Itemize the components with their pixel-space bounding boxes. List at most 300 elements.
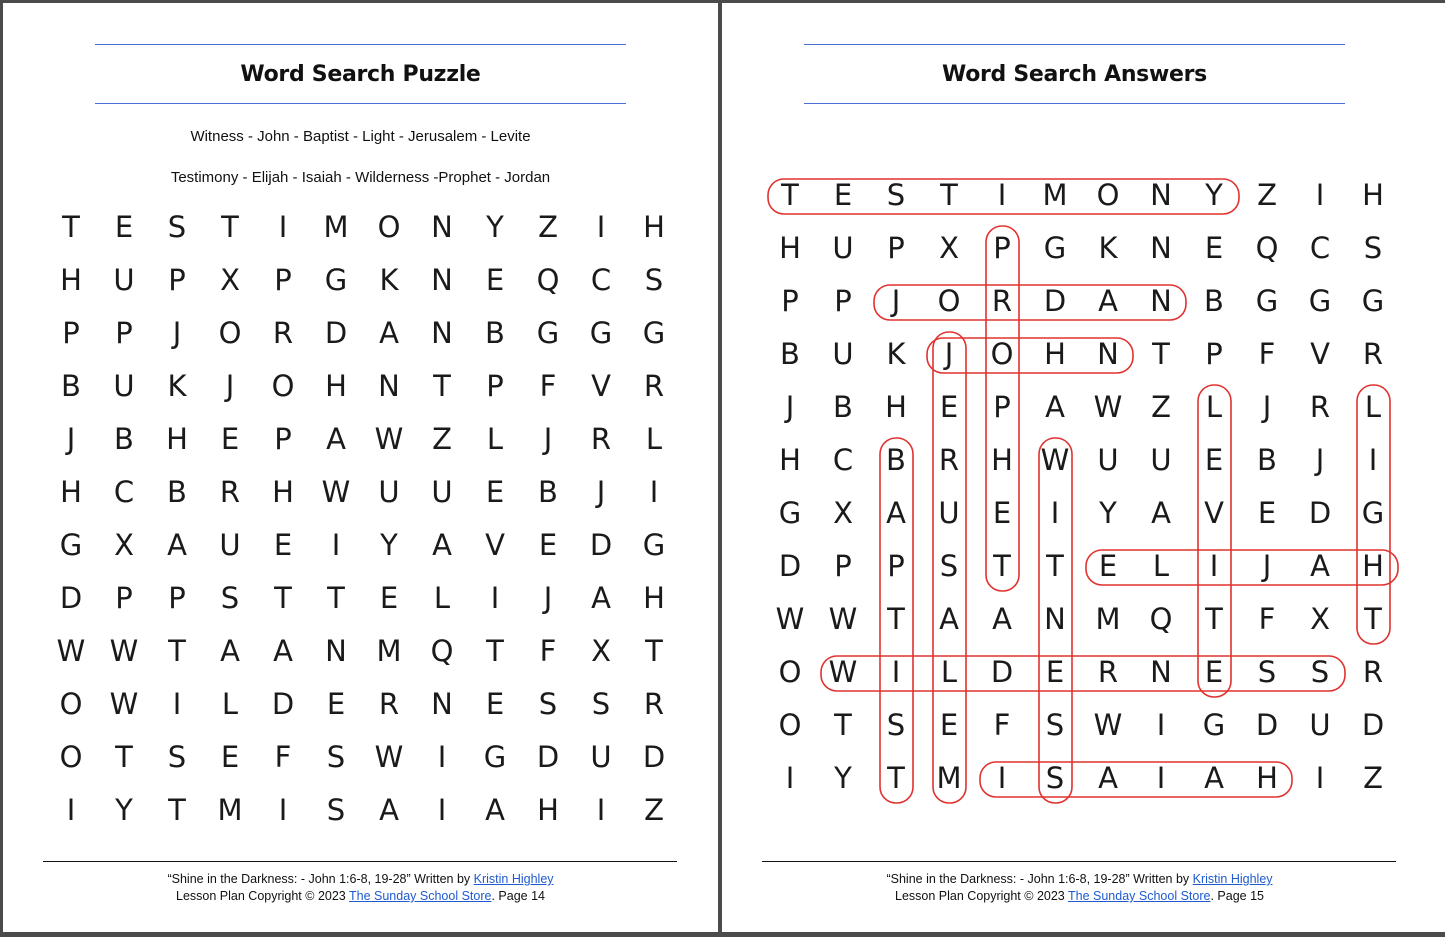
grid-letter: Y <box>1205 178 1223 212</box>
answers-page <box>722 3 1445 932</box>
grid-letter: I <box>278 793 288 827</box>
grid-letter: T <box>168 634 186 668</box>
grid-letter: J <box>543 581 553 615</box>
grid-letter: V <box>1310 337 1330 371</box>
grid-letter: B <box>167 475 187 509</box>
grid-letter: N <box>1150 231 1172 265</box>
grid-letter: T <box>993 549 1011 583</box>
grid-letter: T <box>887 761 905 795</box>
grid-letter: P <box>887 549 905 583</box>
grid-letter: E <box>485 263 505 297</box>
grid-letter: U <box>1150 443 1172 477</box>
grid-letter: E <box>220 740 240 774</box>
grid-letter: C <box>590 263 612 297</box>
grid-letter: O <box>59 740 83 774</box>
grid-letter: T <box>834 708 852 742</box>
grid-letter: W <box>374 740 404 774</box>
grid-letter: R <box>272 316 294 350</box>
grid-letter: I <box>1050 496 1060 530</box>
grid-letter: R <box>643 369 665 403</box>
footer-rule <box>762 861 1396 862</box>
grid-letter: E <box>1045 655 1065 689</box>
grid-letter: R <box>590 422 612 456</box>
grid-letter: E <box>939 708 959 742</box>
grid-letter: S <box>939 549 959 583</box>
grid-letter: F <box>1258 337 1276 371</box>
grid-letter: A <box>1310 549 1330 583</box>
grid-letter: I <box>437 793 447 827</box>
grid-letter: W <box>109 634 139 668</box>
grid-letter: O <box>1096 178 1120 212</box>
grid-letter: Q <box>1149 602 1173 636</box>
grid-letter: F <box>274 740 292 774</box>
grid-letter: N <box>1097 337 1119 371</box>
grid-letter: D <box>778 549 802 583</box>
grid-letter: C <box>832 443 854 477</box>
grid-letter: G <box>1255 284 1279 318</box>
grid-letter: M <box>1042 178 1068 212</box>
grid-letter: Z <box>644 793 664 827</box>
grid-letter: R <box>938 443 960 477</box>
grid-letter: H <box>643 581 665 615</box>
grid-letter: G <box>536 316 560 350</box>
grid-letter: G <box>1043 231 1067 265</box>
grid-letter: D <box>990 655 1014 689</box>
title-bottom-rule <box>95 103 626 104</box>
grid-letter: U <box>832 231 854 265</box>
grid-letter: R <box>1097 655 1119 689</box>
grid-letter: J <box>1262 390 1272 424</box>
grid-letter: F <box>539 369 557 403</box>
grid-letter: H <box>779 231 801 265</box>
grid-letter: I <box>596 793 606 827</box>
grid-letter: S <box>886 708 906 742</box>
grid-letter: N <box>431 263 453 297</box>
puzzle-grid <box>45 201 681 837</box>
grid-letter: U <box>219 528 241 562</box>
grid-letter: G <box>1308 284 1332 318</box>
grid-letter: I <box>172 687 182 721</box>
grid-letter: Q <box>430 634 454 668</box>
grid-letter: N <box>1150 284 1172 318</box>
grid-letter: L <box>221 687 239 721</box>
author-link[interactable]: Kristin Highley <box>1192 872 1273 886</box>
grid-letter: A <box>939 602 959 636</box>
grid-letter: W <box>828 655 858 689</box>
grid-letter: B <box>1257 443 1277 477</box>
grid-letter: T <box>1152 337 1170 371</box>
grid-letter: E <box>1204 655 1224 689</box>
grid-letter: Y <box>1099 496 1117 530</box>
grid-letter: K <box>1098 231 1118 265</box>
grid-letter: P <box>1205 337 1223 371</box>
grid-letter: A <box>379 793 399 827</box>
grid-letter: B <box>833 390 853 424</box>
grid-letter: J <box>891 284 901 318</box>
grid-letter: Q <box>1255 231 1279 265</box>
grid-letter: H <box>537 793 559 827</box>
grid-letter: Z <box>1257 178 1277 212</box>
grid-letter: B <box>886 443 906 477</box>
grid-letter: P <box>486 369 504 403</box>
grid-letter: O <box>990 337 1014 371</box>
grid-letter: U <box>590 740 612 774</box>
grid-letter: E <box>114 210 134 244</box>
grid-letter: B <box>114 422 134 456</box>
grid-letter: J <box>1262 549 1272 583</box>
grid-letter: Q <box>536 263 560 297</box>
title-top-rule <box>804 44 1345 45</box>
footer-line-1: “Shine in the Darkness: - John 1:6-8, 19-28” Written by Kristin Highley <box>167 872 554 886</box>
grid-letter: K <box>379 263 399 297</box>
grid-letter: D <box>1043 284 1067 318</box>
grid-letter: P <box>834 549 852 583</box>
grid-letter: M <box>323 210 349 244</box>
footer-rule <box>43 861 677 862</box>
page-footer <box>3 871 718 905</box>
grid-letter: T <box>486 634 504 668</box>
grid-letter: J <box>944 337 954 371</box>
grid-letter: P <box>274 422 292 456</box>
grid-letter: R <box>643 687 665 721</box>
grid-letter: P <box>834 284 852 318</box>
puzzle-page <box>3 3 718 932</box>
grid-letter: U <box>1097 443 1119 477</box>
grid-letter: X <box>939 231 959 265</box>
grid-letter: D <box>589 528 613 562</box>
grid-letter: E <box>485 687 505 721</box>
grid-letter: Y <box>115 793 133 827</box>
grid-letter: T <box>1205 602 1223 636</box>
grid-letter: W <box>56 634 86 668</box>
grid-letter: P <box>168 581 186 615</box>
grid-letter: X <box>220 263 240 297</box>
grid-letter: S <box>326 793 346 827</box>
grid-letter: P <box>993 390 1011 424</box>
grid-letter: F <box>539 634 557 668</box>
grid-letter: H <box>1256 761 1278 795</box>
grid-letter: S <box>886 178 906 212</box>
store-link[interactable]: The Sunday School Store <box>1068 889 1211 903</box>
grid-letter: A <box>591 581 611 615</box>
grid-letter: L <box>486 422 504 456</box>
grid-letter: J <box>543 422 553 456</box>
grid-letter: N <box>378 369 400 403</box>
grid-letter: J <box>1315 443 1325 477</box>
grid-letter: D <box>1255 708 1279 742</box>
grid-letter: A <box>326 422 346 456</box>
grid-letter: W <box>374 422 404 456</box>
grid-letter: A <box>1204 761 1224 795</box>
word-list-line-2: Testimony - Elijah - Isaiah - Wilderness -Prophet - Jordan <box>170 169 551 186</box>
grid-letter: A <box>220 634 240 668</box>
grid-letter: H <box>60 263 82 297</box>
grid-letter: I <box>66 793 76 827</box>
grid-letter: G <box>1361 496 1385 530</box>
grid-letter: E <box>1204 231 1224 265</box>
grid-letter: H <box>991 443 1013 477</box>
grid-letter: R <box>1362 655 1384 689</box>
grid-letter: A <box>432 528 452 562</box>
grid-letter: E <box>992 496 1012 530</box>
grid-letter: R <box>991 284 1013 318</box>
grid-letter: A <box>1098 761 1118 795</box>
grid-letter: Y <box>380 528 398 562</box>
grid-letter: T <box>1364 602 1382 636</box>
grid-letter: L <box>1364 390 1382 424</box>
grid-letter: Z <box>1363 761 1383 795</box>
grid-letter: H <box>885 390 907 424</box>
grid-letter: P <box>781 284 799 318</box>
grid-letter: N <box>431 316 453 350</box>
grid-letter: S <box>1045 761 1065 795</box>
grid-letter: C <box>113 475 135 509</box>
grid-letter: L <box>1205 390 1223 424</box>
grid-letter: W <box>321 475 351 509</box>
grid-letter: X <box>591 634 611 668</box>
grid-letter: P <box>115 581 133 615</box>
grid-letter: G <box>483 740 507 774</box>
grid-letter: D <box>271 687 295 721</box>
grid-letter: H <box>1362 178 1384 212</box>
grid-letter: I <box>278 210 288 244</box>
grid-letter: L <box>645 422 663 456</box>
grid-letter: M <box>217 793 243 827</box>
grid-letter: P <box>168 263 186 297</box>
grid-letter: D <box>1361 708 1385 742</box>
grid-letter: O <box>778 655 802 689</box>
grid-letter: E <box>326 687 346 721</box>
page-title: Word Search Puzzle <box>240 62 481 87</box>
grid-letter: W <box>1040 443 1070 477</box>
grid-letter: U <box>1309 708 1331 742</box>
grid-letter: D <box>536 740 560 774</box>
footer-line-2: Lesson Plan Copyright © 2023 The Sunday School Store. Page 14 <box>176 889 545 903</box>
grid-letter: N <box>431 687 453 721</box>
grid-letter: H <box>325 369 347 403</box>
grid-letter: H <box>1362 549 1384 583</box>
grid-letter: A <box>886 496 906 530</box>
grid-letter: S <box>1257 655 1277 689</box>
grid-letter: M <box>1095 602 1121 636</box>
grid-letter: P <box>274 263 292 297</box>
grid-letter: U <box>938 496 960 530</box>
grid-letter: O <box>937 284 961 318</box>
grid-letter: I <box>997 761 1007 795</box>
grid-letter: A <box>1098 284 1118 318</box>
grid-letter: W <box>109 687 139 721</box>
grid-letter: I <box>1156 761 1166 795</box>
grid-letter: G <box>59 528 83 562</box>
title-bottom-rule <box>804 103 1345 104</box>
grid-letter: E <box>939 390 959 424</box>
grid-letter: H <box>1044 337 1066 371</box>
grid-letter: D <box>59 581 83 615</box>
grid-letter: J <box>172 316 182 350</box>
grid-letter: U <box>113 369 135 403</box>
grid-letter: H <box>643 210 665 244</box>
grid-letter: E <box>1098 549 1118 583</box>
grid-letter: S <box>326 740 346 774</box>
grid-letter: G <box>642 528 666 562</box>
grid-letter: U <box>431 475 453 509</box>
grid-letter: R <box>219 475 241 509</box>
grid-letter: I <box>490 581 500 615</box>
grid-letter: Z <box>1151 390 1171 424</box>
grid-letter: E <box>1204 443 1224 477</box>
footer-line-1: “Shine in the Darkness: - John 1:6-8, 19-28” Written by Kristin Highley <box>886 872 1273 886</box>
grid-letter: S <box>1310 655 1330 689</box>
grid-letter: H <box>60 475 82 509</box>
grid-letter: U <box>113 263 135 297</box>
grid-letter: U <box>832 337 854 371</box>
grid-letter: N <box>1150 178 1172 212</box>
grid-letter: I <box>1315 761 1325 795</box>
grid-letter: N <box>431 210 453 244</box>
grid-letter: R <box>1362 337 1384 371</box>
grid-letter: T <box>62 210 80 244</box>
grid-letter: V <box>1204 496 1224 530</box>
grid-letter: A <box>1151 496 1171 530</box>
grid-letter: O <box>271 369 295 403</box>
grid-letter: S <box>1363 231 1383 265</box>
grid-letter: F <box>993 708 1011 742</box>
grid-letter: I <box>437 740 447 774</box>
grid-letter: I <box>785 761 795 795</box>
grid-letter: S <box>167 740 187 774</box>
grid-letter: S <box>644 263 664 297</box>
grid-letter: O <box>778 708 802 742</box>
grid-letter: T <box>887 602 905 636</box>
grid-letter: Z <box>432 422 452 456</box>
grid-letter: I <box>1209 549 1219 583</box>
grid-letter: G <box>642 316 666 350</box>
grid-letter: E <box>273 528 293 562</box>
grid-letter: L <box>940 655 958 689</box>
grid-letter: A <box>485 793 505 827</box>
grid-letter: F <box>1258 602 1276 636</box>
grid-letter: X <box>1310 602 1330 636</box>
grid-letter: E <box>220 422 240 456</box>
grid-letter: G <box>778 496 802 530</box>
grid-letter: W <box>775 602 805 636</box>
grid-letter: L <box>1152 549 1170 583</box>
grid-letter: A <box>167 528 187 562</box>
grid-letter: P <box>115 316 133 350</box>
grid-letter: M <box>936 761 962 795</box>
grid-letter: I <box>1368 443 1378 477</box>
grid-letter: R <box>378 687 400 721</box>
grid-letter: T <box>433 369 451 403</box>
store-link[interactable]: The Sunday School Store <box>349 889 492 903</box>
grid-letter: D <box>1308 496 1332 530</box>
grid-letter: A <box>379 316 399 350</box>
grid-letter: I <box>997 178 1007 212</box>
grid-letter: V <box>591 369 611 403</box>
grid-letter: B <box>1204 284 1224 318</box>
grid-letter: S <box>220 581 240 615</box>
grid-letter: P <box>993 231 1011 265</box>
grid-letter: V <box>485 528 505 562</box>
grid-letter: O <box>59 687 83 721</box>
grid-letter: K <box>886 337 906 371</box>
grid-letter: Z <box>538 210 558 244</box>
grid-letter: E <box>833 178 853 212</box>
grid-letter: I <box>649 475 659 509</box>
grid-letter: T <box>221 210 239 244</box>
grid-letter: T <box>1046 549 1064 583</box>
grid-letter: A <box>273 634 293 668</box>
grid-letter: T <box>940 178 958 212</box>
grid-letter: I <box>1156 708 1166 742</box>
grid-letter: S <box>167 210 187 244</box>
grid-letter: J <box>785 390 795 424</box>
grid-letter: N <box>1044 602 1066 636</box>
grid-letter: I <box>331 528 341 562</box>
grid-letter: N <box>325 634 347 668</box>
title-top-rule <box>95 44 626 45</box>
grid-letter: H <box>272 475 294 509</box>
grid-letter: N <box>1150 655 1172 689</box>
grid-letter: G <box>1361 284 1385 318</box>
grid-letter: I <box>1315 178 1325 212</box>
grid-letter: U <box>378 475 400 509</box>
grid-letter: A <box>1045 390 1065 424</box>
grid-letter: I <box>891 655 901 689</box>
page-footer <box>722 871 1437 905</box>
grid-letter: J <box>66 422 76 456</box>
grid-letter: G <box>1202 708 1226 742</box>
grid-letter: D <box>324 316 348 350</box>
grid-letter: L <box>433 581 451 615</box>
grid-letter: X <box>114 528 134 562</box>
grid-letter: W <box>1093 390 1123 424</box>
grid-letter: Y <box>834 761 852 795</box>
grid-letter: E <box>1257 496 1277 530</box>
grid-letter: G <box>589 316 613 350</box>
grid-letter: S <box>591 687 611 721</box>
grid-letter: S <box>1045 708 1065 742</box>
grid-letter: O <box>218 316 242 350</box>
grid-letter: B <box>61 369 81 403</box>
grid-letter: D <box>642 740 666 774</box>
grid-letter: M <box>376 634 402 668</box>
grid-letter: K <box>167 369 187 403</box>
grid-letter: H <box>166 422 188 456</box>
grid-letter: S <box>538 687 558 721</box>
grid-letter: J <box>225 369 235 403</box>
page-title: Word Search Answers <box>942 62 1207 87</box>
author-link[interactable]: Kristin Highley <box>473 872 554 886</box>
word-list-line-1: Witness - John - Baptist - Light - Jerusalem - Levite <box>190 128 531 145</box>
grid-letter: W <box>1093 708 1123 742</box>
answer-grid <box>764 169 1400 805</box>
footer-line-2: Lesson Plan Copyright © 2023 The Sunday School Store. Page 15 <box>895 889 1264 903</box>
grid-letter: Y <box>486 210 504 244</box>
grid-letter: P <box>62 316 80 350</box>
grid-letter: T <box>645 634 663 668</box>
grid-letter: C <box>1309 231 1331 265</box>
grid-letter: T <box>781 178 799 212</box>
grid-letter: P <box>887 231 905 265</box>
grid-letter: A <box>992 602 1012 636</box>
grid-letter: B <box>485 316 505 350</box>
grid-letter: W <box>828 602 858 636</box>
grid-letter: T <box>327 581 345 615</box>
grid-letter: T <box>168 793 186 827</box>
grid-letter: T <box>274 581 292 615</box>
grid-letter: E <box>538 528 558 562</box>
